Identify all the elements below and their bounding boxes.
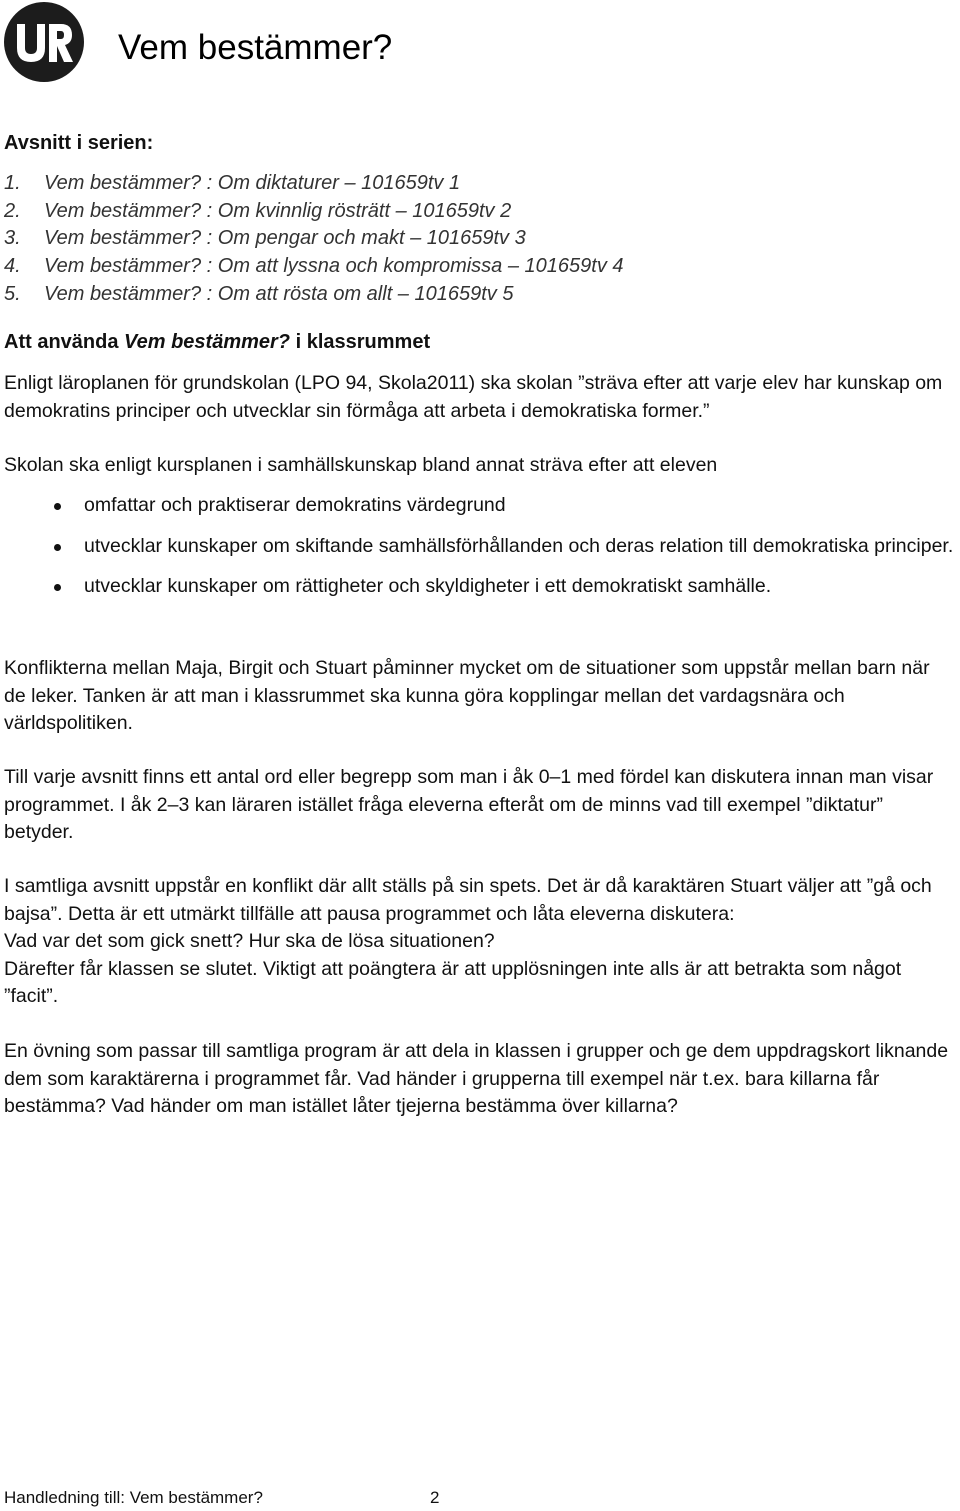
page-title: Vem bestämmer?: [118, 28, 393, 67]
episode-number: 1.: [4, 172, 21, 194]
episode-number: 5.: [4, 282, 21, 305]
episode-title: Vem bestämmer? : Om pengar och makt – 101659tv 3: [44, 227, 526, 250]
episode-number: 2.: [4, 199, 21, 222]
list-item: [4, 281, 624, 309]
footer-text: Handledning till: Vem bestämmer?: [4, 1488, 263, 1507]
list-item: [4, 533, 956, 561]
episode-title: Vem bestämmer? : Om diktaturer – 101659tv 1: [44, 172, 461, 194]
page-number: 2: [430, 1488, 440, 1507]
bullet-icon: [54, 503, 61, 510]
ur-logo: [4, 2, 84, 82]
episode-title: Vem bestämmer? : Om kvinnlig rösträtt – 101659tv 2: [44, 199, 512, 222]
paragraph-pause: [4, 873, 954, 1011]
episode-title: Vem bestämmer? : Om att rösta om allt – 101659tv 5: [44, 282, 514, 305]
list-item: [4, 573, 956, 601]
goal-text: utvecklar kunskaper om rättigheter och skyldigheter i ett demokratiskt samhälle.: [84, 575, 772, 597]
list-item: [4, 170, 624, 198]
paragraph-pause-line: Vad var det som gick snett? Hur ska de lösa situationen?: [4, 930, 495, 952]
episode-list: [4, 170, 624, 308]
paragraph-exercise: En övning som passar till samtliga program är att dela in klassen i grupper och ge dem uppdragskort liknande dem som karaktärerna i programmet får. Vad händer i grupperna till exempel när t.ex. bara killarna får bestämma? Vad händer om man istället låter tjejerna bestämma över killarna?: [4, 1040, 949, 1117]
goal-list: [4, 492, 956, 614]
bullet-icon: [54, 544, 61, 551]
paragraph-curriculum: Enligt läroplanen för grundskolan (LPO 94, Skola2011) ska skolan ”sträva efter att varje elev har kunskap om demokratins principer och utvecklar sin förmåga att arbeta i demokratiska former.”: [4, 372, 943, 422]
logo-text: UR: [4, 2, 6, 3]
goal-text: omfattar och praktiserar demokratins värdegrund: [84, 494, 506, 516]
paragraph-vocabulary: Till varje avsnitt finns ett antal ord eller begrepp som man i åk 0–1 med fördel kan diskutera innan man visar programmet. I åk 2–3 kan läraren istället fråga eleverna efteråt om de minns vad till exempel ”diktatur” betyder.: [4, 766, 934, 843]
episode-title: Vem bestämmer? : Om att lyssna och kompromissa – 101659tv 4: [44, 255, 624, 278]
section-heading-pre: Att använda: [4, 331, 125, 353]
series-heading: Avsnitt i serien:: [4, 132, 154, 154]
paragraph-conflicts: Konflikterna mellan Maja, Birgit och Stuart påminner mycket om de situationer som uppstår mellan barn när de leker. Tanken är att man i klassrummet ska kunna göra kopplingar mellan det vardagsnära och världspolitiken.: [4, 657, 930, 734]
paragraph-syllabus-intro: Skolan ska enligt kursplanen i samhällskunskap bland annat sträva efter att eleven: [4, 454, 718, 476]
paragraph-pause-line: I samtliga avsnitt uppstår en konflikt där allt ställs på sin spets. Det är då karaktären Stuart väljer att ”gå och bajsa”. Detta är ett utmärkt tillfälle att pausa programmet och låta eleverna diskutera:: [4, 875, 932, 925]
list-item: [4, 492, 956, 520]
section-heading-title: Vem bestämmer?: [124, 331, 291, 353]
episode-number: 4.: [4, 255, 21, 278]
bullet-icon: [54, 584, 61, 591]
list-item: [4, 198, 624, 226]
section-heading: [4, 331, 430, 354]
paragraph-pause-line: Därefter får klassen se slutet. Viktigt att poängtera är att upplösningen inte alls är att betrakta som något ”facit”.: [4, 957, 902, 1007]
list-item: [4, 253, 624, 281]
section-heading-post: i klassrummet: [290, 331, 431, 353]
list-item: [4, 225, 624, 253]
goal-text: utvecklar kunskaper om skiftande samhällsförhållanden och deras relation till demokratiska principer.: [84, 534, 954, 557]
episode-number: 3.: [4, 227, 21, 250]
